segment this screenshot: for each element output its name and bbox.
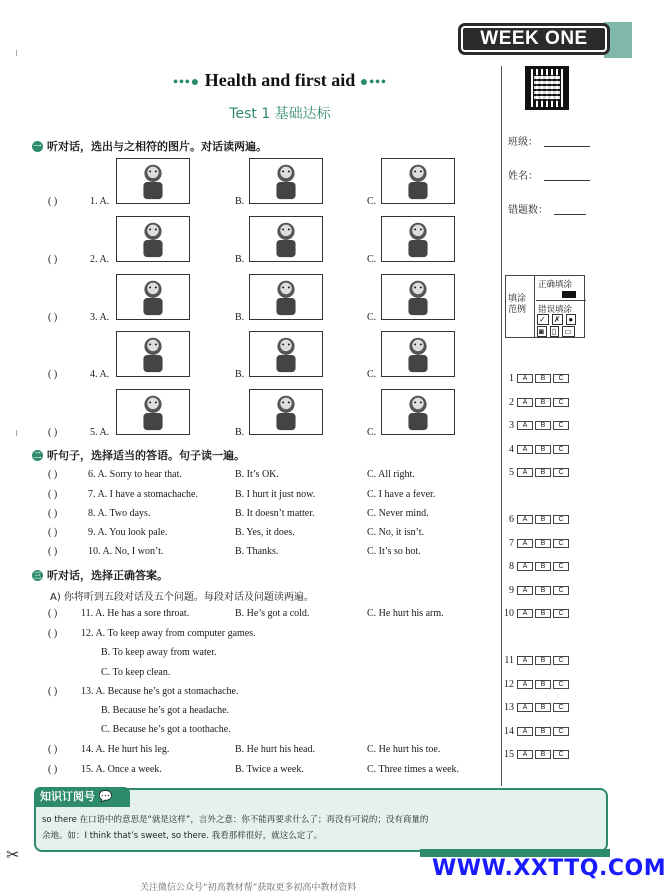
q15-option-c: C. Three times a week. — [367, 764, 460, 775]
answer-bubble-12-c[interactable]: C — [553, 680, 569, 689]
answer-row-5 — [502, 467, 569, 478]
week-tab-accent — [604, 22, 632, 58]
answer-row-number: 5 — [509, 467, 514, 478]
q12-option-b: B. To keep away from water. — [101, 647, 217, 658]
q14-option-b: B. He hurt his head. — [235, 744, 315, 755]
answer-row-number: 12 — [504, 679, 514, 690]
q6-option-a: 6. A. Sorry to hear that. — [88, 469, 182, 480]
wechat-icon: 💬 — [98, 790, 113, 803]
answer-bubble-1-c[interactable]: C — [553, 374, 569, 383]
q14-option-a: 14. A. He hurt his leg. — [81, 744, 170, 755]
answer-bubble-5-a[interactable]: A — [517, 468, 533, 477]
fill-example-box — [505, 275, 585, 338]
girl-cough-icon[interactable] — [116, 331, 190, 377]
section2-heading: 二 听句子，选择适当的答语。句子读一遍。 — [33, 449, 245, 462]
girl-fever-icon[interactable] — [381, 331, 455, 377]
q7-option-a: 7. A. I have a stomachache. — [88, 489, 198, 500]
q6-option-b: B. It’s OK. — [235, 469, 279, 480]
answer-row-number: 15 — [504, 749, 514, 760]
knowledge-note-text — [42, 812, 598, 844]
binding-mark — [16, 430, 17, 436]
answer-row-15 — [502, 749, 569, 760]
q15-option-b: B. Twice a week. — [235, 764, 304, 775]
answer-bubble-4-b[interactable]: B — [535, 445, 551, 454]
title-dots-right: ●••• — [359, 75, 387, 90]
q4-paren[interactable]: ( ) — [48, 369, 58, 380]
answer-bubble-8-b[interactable]: B — [535, 562, 551, 571]
q8-option-c: C. Never mind. — [367, 508, 429, 519]
section2-number-icon: 二 — [33, 450, 42, 460]
kids-table-icon[interactable] — [249, 274, 323, 320]
answer-bubble-6-a[interactable]: A — [517, 515, 533, 524]
answer-bubble-11-b[interactable]: B — [535, 656, 551, 665]
answer-bubble-10-b[interactable]: B — [535, 609, 551, 618]
answer-row-10 — [502, 608, 569, 619]
q9-option-c: C. No, it isn’t. — [367, 527, 425, 538]
answer-row-number: 8 — [509, 561, 514, 572]
answer-bubble-2-a[interactable]: A — [517, 398, 533, 407]
section1-number-icon: 一 — [33, 141, 42, 151]
boy-stomach-icon[interactable] — [116, 274, 190, 320]
q2-option-c-label: C. — [367, 254, 377, 265]
answer-bubble-6-b[interactable]: B — [535, 515, 551, 524]
q11-option-b: B. He’s got a cold. — [235, 608, 310, 619]
answer-bubble-3-b[interactable]: B — [535, 421, 551, 430]
answer-bubble-10-a[interactable]: A — [517, 609, 533, 618]
errors-field[interactable]: 错题数： — [508, 201, 586, 216]
answer-row-7 — [502, 538, 569, 549]
answer-bubble-13-a[interactable]: A — [517, 703, 533, 712]
qr-code-icon[interactable] — [525, 66, 569, 110]
q6-paren[interactable]: ( ) — [48, 469, 58, 480]
answer-row-number: 14 — [504, 726, 514, 737]
section1-heading: 一 听对话，选出与之相符的图片。对话读两遍。 — [33, 140, 267, 153]
answer-bubble-3-c[interactable]: C — [553, 421, 569, 430]
answer-row-number: 7 — [509, 538, 514, 549]
q1-option-b-label: B. — [235, 196, 245, 207]
answer-bubble-8-a[interactable]: A — [517, 562, 533, 571]
q10-option-a: 10. A. No, I won’t. — [88, 546, 164, 557]
q12-paren[interactable]: ( ) — [48, 628, 58, 639]
q4-option-a-label: 4. A. — [90, 369, 110, 380]
answer-row-12 — [502, 679, 569, 690]
answer-bubble-15-b[interactable]: B — [535, 750, 551, 759]
q2-option-a-label: 2. A. — [90, 254, 110, 265]
watermark: WWW.XXTTQ.COM — [432, 856, 666, 881]
bottom-promo-text: 关注微信公众号“初高教材帮”获取更多初高中教材资料 — [140, 883, 357, 893]
q10-option-b: B. Thanks. — [235, 546, 279, 557]
answer-row-number: 4 — [509, 444, 514, 455]
answer-bubble-11-a[interactable]: A — [517, 656, 533, 665]
answer-bubble-1-b[interactable]: B — [535, 374, 551, 383]
q3-option-b-label: B. — [235, 312, 245, 323]
q5-option-c-label: C. — [367, 427, 377, 438]
answer-bubble-7-b[interactable]: B — [535, 539, 551, 548]
answer-row-number: 1 — [509, 373, 514, 384]
answer-bubble-3-a[interactable]: A — [517, 421, 533, 430]
q7-paren[interactable]: ( ) — [48, 489, 58, 500]
q3-option-a-label: 3. A. — [90, 312, 110, 323]
answer-row-number: 10 — [504, 608, 514, 619]
answer-row-number: 9 — [509, 585, 514, 596]
binding-mark — [16, 50, 17, 56]
page-title — [100, 70, 460, 91]
answer-bubble-7-c[interactable]: C — [553, 539, 569, 548]
answer-row-11 — [502, 655, 569, 666]
answer-bubble-12-a[interactable]: A — [517, 680, 533, 689]
correct-fill-label: 正确填涂 — [538, 280, 573, 290]
boy-headache-icon[interactable] — [249, 158, 323, 204]
q10-paren[interactable]: ( ) — [48, 546, 58, 557]
answer-row-1 — [502, 373, 569, 384]
answer-bubble-9-c[interactable]: C — [553, 586, 569, 595]
answer-row-6 — [502, 514, 569, 525]
answer-row-2 — [502, 397, 569, 408]
q9-paren[interactable]: ( ) — [48, 527, 58, 538]
title-text: Health and first aid — [204, 70, 356, 90]
answer-bubble-7-a[interactable]: A — [517, 539, 533, 548]
person-sofa-icon[interactable] — [116, 216, 190, 262]
q1-paren[interactable]: ( ) — [48, 196, 58, 207]
answer-row-4 — [502, 444, 569, 455]
week-badge: WEEK ONE — [461, 26, 607, 52]
q3-paren[interactable]: ( ) — [48, 312, 58, 323]
q14-option-c: C. He hurt his toe. — [367, 744, 441, 755]
title-dots-left: •••● — [173, 75, 201, 90]
answer-row-number: 6 — [509, 514, 514, 525]
q2-option-b-label: B. — [235, 254, 245, 265]
q12-option-c: C. To keep clean. — [101, 667, 171, 678]
section3-number-icon: 三 — [33, 570, 42, 580]
q5-option-a-label: 5. A. — [90, 427, 110, 438]
wrong-fill-label: 错误填涂 — [538, 305, 573, 315]
q14-paren[interactable]: ( ) — [48, 744, 58, 755]
knowledge-note-tab: 知识订阅号 💬 — [34, 787, 130, 807]
q11-paren[interactable]: ( ) — [48, 608, 58, 619]
correct-fill-mark — [562, 291, 576, 298]
answer-row-number: 13 — [504, 702, 514, 713]
q13-option-a: 13. A. Because he’s got a stomachache. — [81, 686, 239, 697]
q2-paren[interactable]: ( ) — [48, 254, 58, 265]
answer-bubble-13-b[interactable]: B — [535, 703, 551, 712]
answer-bubble-5-b[interactable]: B — [535, 468, 551, 477]
answer-row-14 — [502, 726, 569, 737]
answer-row-9 — [502, 585, 569, 596]
section3-heading: 三 听对话，选择正确答案。 — [33, 569, 168, 582]
answer-bubble-15-a[interactable]: A — [517, 750, 533, 759]
answer-bubble-4-c[interactable]: C — [553, 445, 569, 454]
elderly-man-icon[interactable] — [381, 158, 455, 204]
q1-option-c-label: C. — [367, 196, 377, 207]
answer-row-number: 11 — [504, 655, 514, 666]
answer-row-8 — [502, 561, 569, 572]
answer-bubble-6-c[interactable]: C — [553, 515, 569, 524]
woman-cough-icon[interactable] — [381, 216, 455, 262]
q8-option-b: B. It doesn’t matter. — [235, 508, 315, 519]
q13-option-b: B. Because he’s got a headache. — [101, 705, 230, 716]
q13-paren[interactable]: ( ) — [48, 686, 58, 697]
q7-option-c: C. I have a fever. — [367, 489, 436, 500]
scissors-icon: ✂ — [6, 847, 20, 864]
q13-option-c: C. Because he’s got a toothache. — [101, 724, 231, 735]
girl-shout-icon[interactable] — [249, 389, 323, 435]
q6-option-c: C. All right. — [367, 469, 415, 480]
q8-paren[interactable]: ( ) — [48, 508, 58, 519]
doctor-patient-icon[interactable] — [381, 389, 455, 435]
boy-on-phone-icon[interactable] — [116, 158, 190, 204]
note-line-1: so there 在口语中的意思是“就是这样”，言外之意：你不能再要求什么了；再没有可说的；没有商量的 — [42, 815, 429, 825]
answer-bubble-14-c[interactable]: C — [553, 727, 569, 736]
q9-option-a: 9. A. You look pale. — [88, 527, 168, 538]
section3-instructions: A) 你将听到五段对话及五个问题。每段对话及问题读两遍。 — [50, 592, 314, 603]
q10-option-c: C. It’s so hot. — [367, 546, 421, 557]
q8-option-a: 8. A. Two days. — [88, 508, 151, 519]
q11-option-c: C. He hurt his arm. — [367, 608, 444, 619]
q11-option-a: 11. A. He has a sore throat. — [81, 608, 190, 619]
q9-option-b: B. Yes, it does. — [235, 527, 295, 538]
answer-bubble-1-a[interactable]: A — [517, 374, 533, 383]
q4-option-b-label: B. — [235, 369, 245, 380]
answer-bubble-2-b[interactable]: B — [535, 398, 551, 407]
answer-row-13 — [502, 702, 569, 713]
wrong-fill-marks: ✓ ✗ ● — [539, 315, 575, 324]
answer-bubble-14-a[interactable]: A — [517, 727, 533, 736]
answer-bubble-13-c[interactable]: C — [553, 703, 569, 712]
q5-option-b-label: B. — [235, 427, 245, 438]
note-line-2: 余地。如：I think that’s sweet, so there. 我看那样很好，就这么定了。 — [42, 831, 323, 841]
answer-bubble-8-c[interactable]: C — [553, 562, 569, 571]
q15-option-a: 15. A. Once a week. — [81, 764, 162, 775]
answer-row-number: 2 — [509, 397, 514, 408]
old-woman-icon[interactable] — [249, 331, 323, 377]
q7-option-b: B. I hurt it just now. — [235, 489, 316, 500]
man-tooth-icon[interactable] — [381, 274, 455, 320]
answer-bubble-11-c[interactable]: C — [553, 656, 569, 665]
answer-bubble-5-c[interactable]: C — [553, 468, 569, 477]
answer-bubble-2-c[interactable]: C — [553, 398, 569, 407]
name-field[interactable]: 姓名： — [508, 167, 590, 182]
answer-bubble-15-c[interactable]: C — [553, 750, 569, 759]
answer-row-number: 3 — [509, 420, 514, 431]
q3-option-c-label: C. — [367, 312, 377, 323]
boy-cold-icon[interactable] — [249, 216, 323, 262]
answer-bubble-4-a[interactable]: A — [517, 445, 533, 454]
q4-option-c-label: C. — [367, 369, 377, 380]
answer-bubble-9-a[interactable]: A — [517, 586, 533, 595]
class-field[interactable]: 班级： — [508, 133, 590, 148]
test-subtitle: Test 1 基础达标 — [229, 106, 331, 122]
q1-option-a-label: 1. A. — [90, 196, 110, 207]
q12-option-a: 12. A. To keep away from computer games. — [81, 628, 256, 639]
answer-row-3 — [502, 420, 569, 431]
answer-bubble-12-b[interactable]: B — [535, 680, 551, 689]
q15-paren[interactable]: ( ) — [48, 764, 58, 775]
man-vomit-icon[interactable] — [116, 389, 190, 435]
answer-bubble-9-b[interactable]: B — [535, 586, 551, 595]
wrong-fill-marks-2: ◙ ▯ ▭ — [539, 327, 573, 336]
q5-paren[interactable]: ( ) — [48, 427, 58, 438]
answer-bubble-14-b[interactable]: B — [535, 727, 551, 736]
answer-bubble-10-c[interactable]: C — [553, 609, 569, 618]
fill-example-label: 填涂范例 — [508, 294, 527, 315]
